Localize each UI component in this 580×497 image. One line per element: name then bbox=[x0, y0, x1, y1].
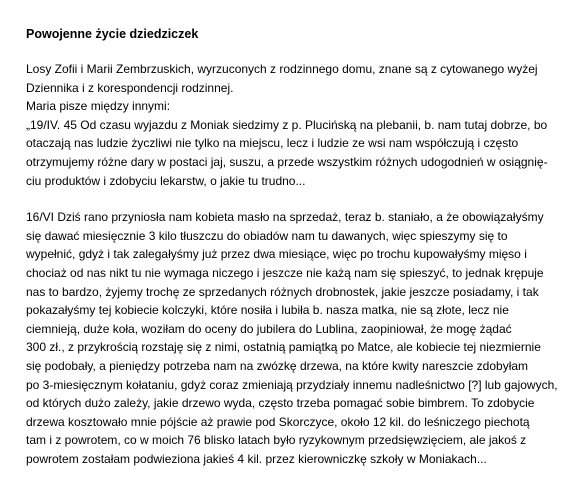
text-line: od których dużo zależy, jakie drzewo wyda, często trzeba pomagać sobie bimbrem. To zdobycie bbox=[26, 396, 535, 411]
text-line: ciemnieją, duże koła, woziłam do oceny do jubilera do Lublina, zaopiniował, że mogę żądać bbox=[26, 321, 512, 336]
document-title: Powojenne życie dziedziczek bbox=[26, 27, 199, 41]
text-line: ciu produktów i zdobyciu lekarstw, o jakie tu trudno... bbox=[26, 173, 306, 188]
text-line: Maria pisze między innymi: bbox=[26, 99, 171, 114]
text-line: tam i z powrotem, co w moich 76 blisko latach było ryzykownym przedsięwzięciem, ale jakoś z bbox=[26, 433, 527, 448]
text-line: otrzymujemy różne dary w postaci jaj, suszu, a przede wszystkim różnych udogodnień w osiągnię- bbox=[26, 154, 548, 169]
text-line: 16/VI Dziś rano przyniosła nam kobieta masło na sprzedaż, teraz b. staniało, a że obowiązałyśmy bbox=[26, 210, 544, 225]
text-line: pokazałyśmy tej kobiecie kolczyki, które nosiła i lubiła b. nasza matka, nie są złote, lecz nie bbox=[26, 303, 509, 318]
text-line: 300 zł., z przykrością rozstaję się z nimi, ostatnią pamiątką po Matce, ale kobiecie tej niezmiernie bbox=[26, 340, 541, 355]
paragraph-intro bbox=[26, 60, 566, 190]
text-line: chociaż od nas nikt tu nie wymaga niczego i jeszcze nie każą nam się spieszyć, to jednak krępuje bbox=[26, 265, 544, 280]
text-line: otaczają nas ludzie życzliwi nie tylko na miejscu, lecz i ludzie ze wsi nam współczują i często bbox=[26, 136, 519, 151]
text-line: się dawać miesięcznie 3 kilo tłuszczu do obiadów nam tu dawanych, więc spieszymy się to bbox=[26, 228, 508, 243]
text-line: Losy Zofii i Marii Zembrzuskich, wyrzuconych z rodzinnego domu, znane są z cytowanego wyżej bbox=[26, 62, 538, 76]
text-line: nas to bardzo, żyjemy trochę ze sprzedanych różnych drobnostek, jakie jeszcze posiadamy, i tak bbox=[26, 284, 539, 299]
text-line: Dziennika i z korespondencji rodzinnej. bbox=[26, 80, 234, 95]
text-line: „19/IV. 45 Od czasu wyjazdu z Moniak siedzimy z p. Plucińską na plebanii, b. nam tutaj dobrze, bo bbox=[26, 117, 548, 132]
text-line: wypełnić, gdyż i tak zalegałyśmy już przez dwa miesiące, więc po trochu kupowałyśmy mięso i bbox=[26, 247, 527, 262]
paragraph-gap bbox=[26, 190, 566, 208]
paragraph-diary-entry bbox=[26, 208, 566, 468]
text-line: powrotem zostałam podwieziona jakieś 4 kil. przez kierowniczkę szkoły w Moniakach... bbox=[26, 451, 487, 466]
document-page bbox=[26, 27, 566, 468]
text-line: się podobały, a pieniędzy potrzeba nam na zwózkę drzewa, na które kwity nareszcie zdobyłam bbox=[26, 358, 529, 373]
text-line: po 3-miesięcznym kołataniu, gdyż coraz zmieniają przydziały innemu nadleśnictwo [?] lub gajowych, bbox=[26, 377, 558, 392]
text-line: drzewa kosztowało mnie pójście aż prawie pod Skorczyce, około 12 kil. do leśniczego piechotą bbox=[26, 414, 530, 429]
